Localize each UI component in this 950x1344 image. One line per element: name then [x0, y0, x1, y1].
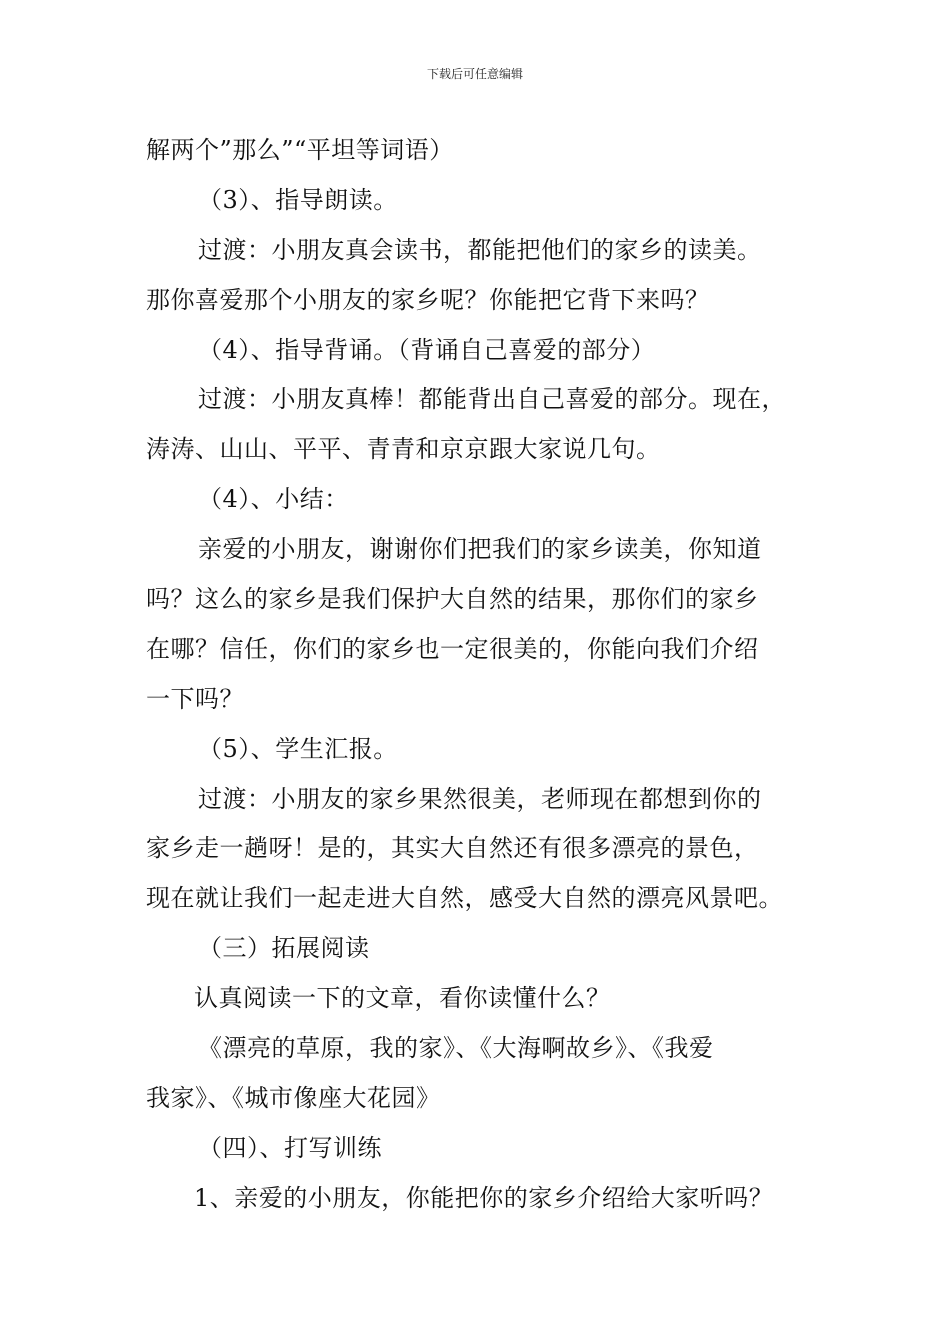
paragraph-line: 过渡：小朋友真棒！都能背出自己喜爱的部分。现在， [198, 385, 786, 414]
paragraph-line: 1、亲爱的小朋友，你能把你的家乡介绍给大家听吗？ [194, 1183, 774, 1212]
paragraph-line: 吗？这么的家乡是我们保护大自然的结果，那你们的家乡 [146, 585, 759, 614]
section-heading: （三）拓展阅读 [198, 934, 370, 963]
paragraph-line: 亲爱的小朋友，谢谢你们把我们的家乡读美，你知道 [198, 535, 762, 564]
paragraph-line: 在哪？信任，你们的家乡也一定很美的，你能向我们介绍 [146, 634, 759, 663]
paragraph-line: 过渡：小朋友的家乡果然很美，老师现在都想到你的 [198, 784, 762, 813]
paragraph-line: 家乡走一趟呀！是的，其实大自然还有很多漂亮的景色， [146, 834, 759, 863]
paragraph-line: 认真阅读一下的文章，看你读懂什么？ [194, 984, 611, 1013]
document-body [146, 126, 810, 1224]
paragraph-line: （3）、指导朗读。 [198, 185, 398, 214]
paragraph-line: 涛涛、山山、平平、青青和京京跟大家说几句。 [146, 435, 661, 464]
page-header-note: 下载后可任意编辑 [426, 67, 523, 81]
paragraph-line: 《漂亮的草原，我的家》、《大海啊故乡》、《我爱 [198, 1034, 714, 1063]
paragraph-line: 现在就让我们一起走进大自然，感受大自然的漂亮风景吧。 [146, 884, 783, 913]
paragraph-line: 我家》、《城市像座大花园》 [146, 1083, 441, 1112]
section-heading: （四）、打写训练 [198, 1133, 382, 1162]
paragraph-line: 一下吗？ [146, 684, 244, 713]
paragraph-line: （4）、指导背诵。（背诵自己喜爱的部分） [198, 335, 656, 364]
paragraph-line: 那你喜爱那个小朋友的家乡呢？你能把它背下来吗？ [146, 285, 710, 314]
paragraph-line: 过渡：小朋友真会读书，都能把他们的家乡的读美。 [198, 235, 762, 264]
paragraph-line: （5）、学生汇报。 [198, 734, 398, 763]
paragraph-line: 解两个”那么”“平坦等词语） [146, 136, 454, 164]
paragraph-line: （4）、小结： [198, 485, 349, 514]
